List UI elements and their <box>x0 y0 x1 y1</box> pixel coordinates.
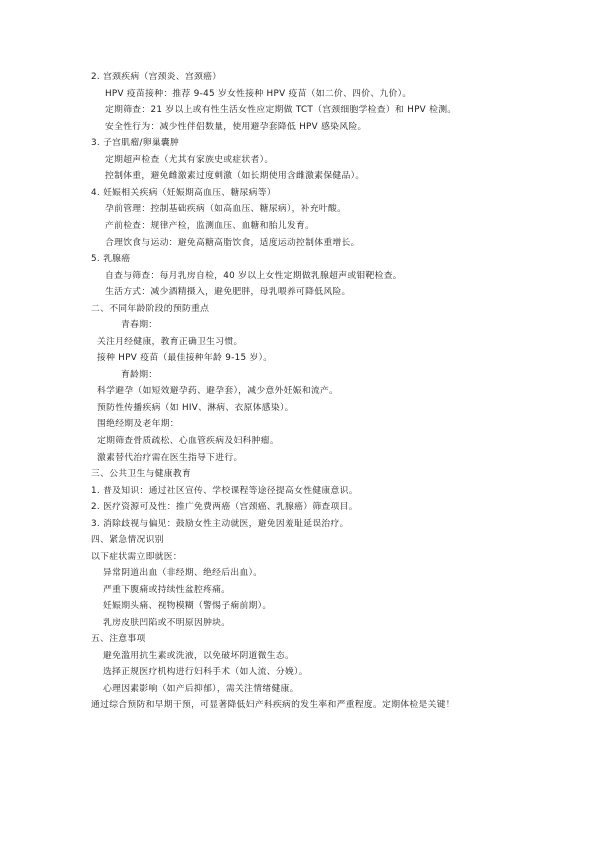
section-four-title: 四、紧急情况识别 <box>91 535 164 545</box>
education-item-2: 2. 医疗资源可及性：推广免费两癌（宫颈癌、乳腺癌）筛查项目。 <box>91 502 358 512</box>
item4-heading: 4. 妊娠相关疾病（妊娠期高血压、糖尿病等） <box>91 188 276 198</box>
caution-item-2: 选择正规医疗机构进行妇科手术（如人流、分娩）。 <box>103 667 308 677</box>
item3-weight: 控制体重，避免雌激素过度刺激（如长期使用含雌激素保健品）。 <box>105 171 365 181</box>
childbearing-item-2: 预防性传播疾病（如 HIV、淋病、衣原体感染）。 <box>97 403 294 413</box>
item2-screening: 定期筛查：21 岁以上或有性生活女性应定期做 TCT（宫颈细胞学检查）和 HPV 检测。 <box>105 105 457 115</box>
item4-diet: 合理饮食与运动：避免高糖高脂饮食，适度运动控制体重增长。 <box>105 238 360 248</box>
emergency-symptom-1: 异常阴道出血（非经期、绝经后出血）。 <box>103 568 263 578</box>
education-item-1: 1. 普及知识：通过社区宣传、学校课程等途径提高女性健康意识。 <box>91 486 358 496</box>
item2-heading: 2. 宫颈疾病（宫颈炎、宫颈癌） <box>91 72 222 82</box>
caution-item-1: 避免滥用抗生素或洗液，以免破坏阴道微生态。 <box>103 651 295 661</box>
item4-pre-pregnancy: 孕前管理：控制基础疾病（如高血压、糖尿病），补充叶酸。 <box>105 204 347 214</box>
emergency-intro: 以下症状需立即就医： <box>91 552 182 562</box>
menopause-item-2: 激素替代治疗需在医生指导下进行。 <box>97 453 243 463</box>
caution-item-3: 心理因素影响（如产后抑郁），需关注情绪健康。 <box>103 684 299 694</box>
childbearing-item-1: 科学避孕（如短效避孕药、避孕套），减少意外妊娠和流产。 <box>97 386 339 396</box>
item5-heading: 5. 乳腺癌 <box>91 254 131 264</box>
section-two-title: 二、不同年龄阶段的预防重点 <box>91 304 210 314</box>
item5-self-check: 自查与筛查：每月乳房自检，40 岁以上女性定期做乳腺超声或钼靶检查。 <box>105 271 402 281</box>
youth-label: 青春期： <box>121 320 158 330</box>
section-five-title: 五、注意事项 <box>91 634 146 644</box>
emergency-symptom-3: 妊娠期头痛、视物模糊（警惕子痫前期）。 <box>103 601 272 611</box>
menopause-item-1: 定期筛查骨质疏松、心血管疾病及妇科肿瘤。 <box>97 436 279 446</box>
item2-safe-sex: 安全性行为：减少性伴侣数量，使用避孕套降低 HPV 感染风险。 <box>105 122 367 132</box>
item2-hpv-vaccine: HPV 疫苗接种：推荐 9-45 岁女性接种 HPV 疫苗（如二价、四价、九价）。 <box>105 89 412 99</box>
conclusion-text: 通过综合预防和早期干预，可显著降低妇产科疾病的发生率和严重程度。定期体检是关键！ <box>91 700 455 710</box>
item3-heading: 3. 子宫肌瘤/卵巢囊肿 <box>91 138 180 148</box>
item5-lifestyle: 生活方式：减少酒精摄入，避免肥胖，母乳喂养可降低风险。 <box>105 287 351 297</box>
item3-ultrasound: 定期超声检查（尤其有家族史或症状者）。 <box>105 155 274 165</box>
education-item-3: 3. 消除歧视与偏见：鼓励女性主动就医，避免因羞耻延误治疗。 <box>91 519 349 529</box>
youth-item-2: 接种 HPV 疫苗（最佳接种年龄 9-15 岁）。 <box>97 353 273 363</box>
emergency-symptom-2: 严重下腹痛或持续性盆腔疼痛。 <box>103 585 231 595</box>
youth-item-1: 关注月经健康，教育正确卫生习惯。 <box>97 337 243 347</box>
section-three-title: 三、公共卫生与健康教育 <box>91 469 192 479</box>
childbearing-label: 育龄期： <box>121 370 158 380</box>
emergency-symptom-4: 乳房皮肤凹陷或不明原因肿块。 <box>103 618 231 628</box>
menopause-label: 围绝经期及老年期： <box>97 419 179 429</box>
item4-prenatal: 产前检查：规律产检，监测血压、血糖和胎儿发育。 <box>105 221 315 231</box>
